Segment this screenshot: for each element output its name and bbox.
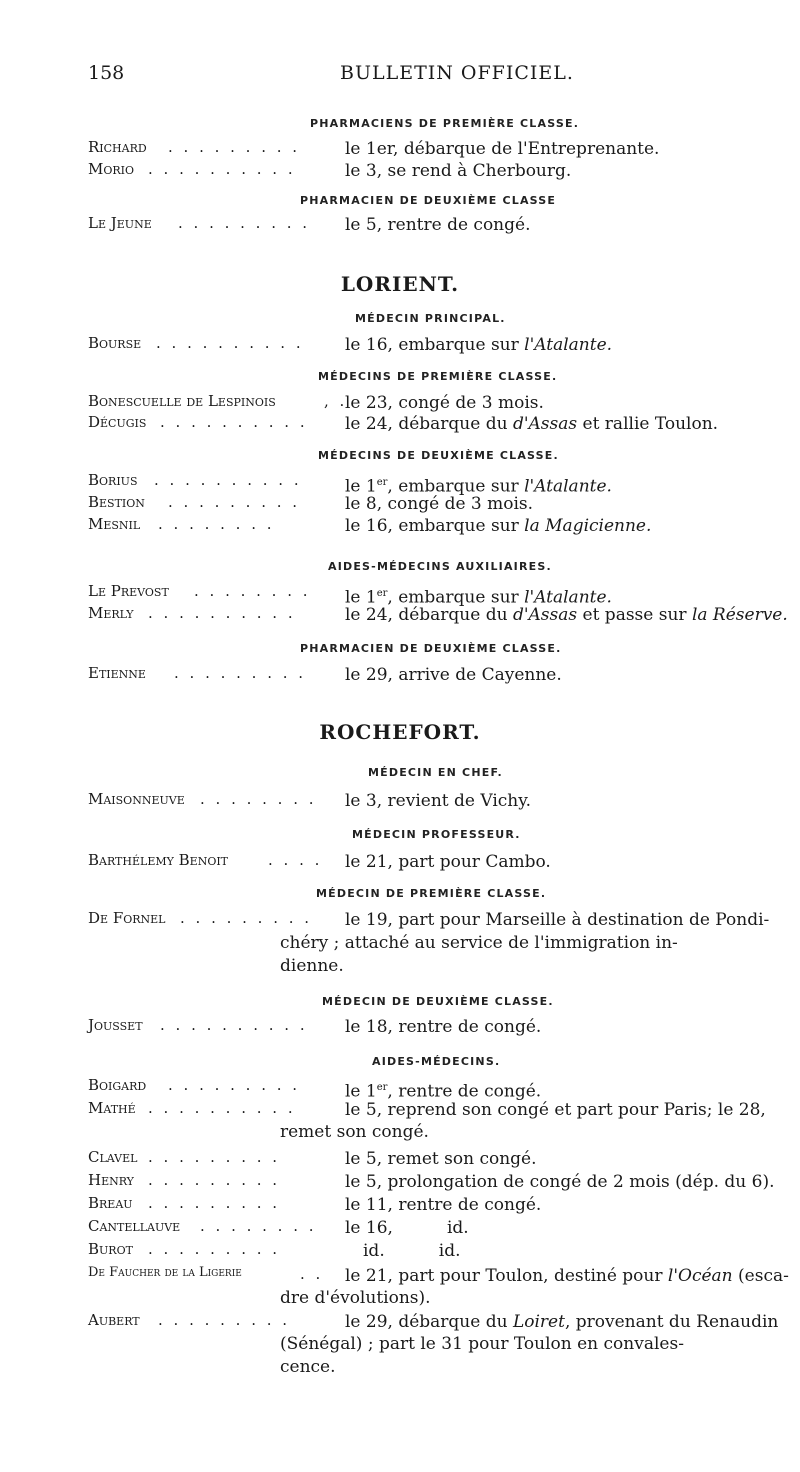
entry-text: le 8, congé de 3 mois. [345, 494, 534, 514]
person-name: Morio [88, 160, 135, 178]
entry-row [88, 1016, 793, 1042]
leader-dots: . . . . . . . . . . [160, 413, 308, 431]
leader-dots: . . . . . . . . . [148, 1148, 281, 1166]
leader-dots: . . . . . . . . . [168, 1076, 301, 1094]
entry-text: le 5, remet son congé. [345, 1149, 537, 1169]
person-name: Le Jeune [88, 214, 152, 232]
leader-dots: . . . . . . . . . [148, 1171, 281, 1189]
person-name: Richard [88, 138, 147, 156]
leader-dots: . . . . . . . . . [178, 214, 311, 232]
rank-heading: MÉDECIN DE PREMIÈRE CLASSE. [316, 887, 547, 900]
leader-dots: . . . . . . . . . . [148, 604, 296, 622]
rank-heading: MÉDECIN PRINCIPAL. [355, 312, 506, 325]
entry-text: le 3, revient de Vichy. [345, 791, 531, 811]
entry-text: le 16, embarque sur l'Atalante. [345, 335, 613, 355]
rank-heading: MÉDECINS DE DEUXIÈME CLASSE. [318, 449, 559, 462]
entry-text: le 11, rentre de congé. [345, 1195, 542, 1215]
entry-row [88, 851, 793, 877]
leader-dots: . . . . . . . . [200, 790, 317, 808]
rank-heading: PHARMACIEN DE DEUXIÈME CLASSE [300, 194, 557, 207]
entry-continuation: cence. [280, 1357, 336, 1377]
leader-dots: . . . . . . . . . . [148, 160, 296, 178]
entry-continuation: remet son congé. [280, 1122, 429, 1142]
entry-text: le 1er, rentre de congé. [345, 1081, 542, 1102]
leader-dots: . . [300, 1265, 324, 1283]
entry-row [88, 1240, 793, 1266]
entry-text: le 5, rentre de congé. [345, 215, 531, 235]
entry-text: le 21, part pour Cambo. [345, 852, 551, 872]
person-name: Décugis [88, 413, 147, 431]
person-name: Borius [88, 471, 138, 489]
rank-heading: MÉDECIN PROFESSEUR. [352, 828, 521, 841]
journal-title: BULLETIN OFFICIEL. [340, 62, 574, 84]
entry-text: le 21, part pour Toulon, destiné pour l'Océan (esca- [345, 1266, 789, 1286]
entry-text: le 16, id. [345, 1218, 469, 1238]
leader-dots: . . . . . . . . . . [148, 1099, 296, 1117]
leader-dots: . . . . . . . . [194, 582, 311, 600]
leader-dots: . . . . . . . . . [180, 909, 313, 927]
leader-dots: . . . . . . . . . [158, 1311, 291, 1329]
entry-text: le 5, reprend son congé et part pour Paris; le 28, [345, 1100, 766, 1120]
entry-continuation: (Sénégal) ; part le 31 pour Toulon en convales- [280, 1334, 684, 1354]
leader-dots: . . . . . . . . . . [156, 334, 304, 352]
entry-text: le 3, se rend à Cherbourg. [345, 161, 572, 181]
rank-heading: PHARMACIEN DE DEUXIÈME CLASSE. [300, 642, 562, 655]
person-name: Mathé [88, 1099, 136, 1117]
entry-text: le 23, congé de 3 mois. [345, 393, 544, 413]
entry-text: le 29, débarque du Loiret, provenant du Renaudin [345, 1312, 779, 1332]
rank-heading: MÉDECIN EN CHEF. [368, 766, 503, 779]
entry-continuation: chéry ; attaché au service de l'immigration in- [280, 933, 678, 953]
entry-text: le 1er, débarque de l'Entreprenante. [345, 139, 660, 159]
person-name: De Faucher de la Ligerie [88, 1265, 242, 1280]
entry-row [88, 515, 793, 541]
entry-text: le 18, rentre de congé. [345, 1017, 542, 1037]
leader-dots: . . . . . . . . . [148, 1194, 281, 1212]
person-name: Le Prevost [88, 582, 169, 600]
person-name: Jousset [88, 1016, 143, 1034]
entry-row [88, 790, 793, 816]
person-name: Etienne [88, 664, 146, 682]
rank-heading: MÉDECIN DE DEUXIÈME CLASSE. [322, 995, 554, 1008]
rank-heading: MÉDECINS DE PREMIÈRE CLASSE. [318, 370, 558, 383]
leader-dots: . . . . [268, 851, 323, 869]
entry-row [88, 1265, 793, 1291]
entry-continuation: dre d'évolutions). [280, 1288, 431, 1308]
section-title-lorient: LORIENT. [340, 272, 460, 296]
entry-text: le 1er, embarque sur l'Atalante. [345, 476, 612, 497]
person-name: Maisonneuve [88, 790, 185, 808]
entry-row [88, 604, 793, 630]
entry-text: le 24, débarque du d'Assas et passe sur la Réserve. [345, 605, 788, 625]
person-name: Henry [88, 1171, 134, 1189]
leader-dots: . . . . . . . . . [174, 664, 307, 682]
person-name: Bourse [88, 334, 142, 352]
entry-text: le 29, arrive de Cayenne. [345, 665, 562, 685]
page-header [88, 62, 728, 92]
leader-dots: . . . . . . . . [200, 1217, 317, 1235]
person-name: Mesnil [88, 515, 141, 533]
leader-dots: . . . . . . . . . . [154, 471, 302, 489]
person-name: De Fornel [88, 909, 166, 927]
entry-continuation: dienne. [280, 956, 344, 976]
person-name: Boigard [88, 1076, 147, 1094]
entry-text: id. id. [363, 1241, 461, 1261]
leader-dots: . . . . . . . . . [148, 1240, 281, 1258]
entry-row [88, 160, 793, 186]
entry-text: le 24, débarque du d'Assas et rallie Toulon. [345, 414, 719, 434]
rank-heading: AIDES-MÉDECINS. [372, 1055, 501, 1068]
person-name: Barthélemy Benoit [88, 851, 229, 869]
leader-dots: , . [324, 392, 348, 410]
person-name: Burot [88, 1240, 133, 1258]
person-name: Bonescuelle de Lespinois [88, 392, 276, 410]
entry-text: le 1er, embarque sur l'Atalante. [345, 587, 612, 608]
entry-text: le 5, prolongation de congé de 2 mois (dép. du 6). [345, 1172, 775, 1192]
section-title-rochefort: ROCHEFORT. [319, 720, 481, 744]
rank-heading: PHARMACIENS DE PREMIÈRE CLASSE. [310, 117, 580, 130]
entry-text: le 19, part pour Marseille à destination de Pondi- [345, 910, 770, 930]
leader-dots: . . . . . . . . . . [160, 1016, 308, 1034]
page-number: 158 [88, 62, 125, 84]
leader-dots: . . . . . . . . . [168, 493, 301, 511]
person-name: Cantellauve [88, 1217, 181, 1235]
entry-row [88, 909, 793, 935]
leader-dots: . . . . . . . . . [168, 138, 301, 156]
entry-row [88, 664, 793, 690]
leader-dots: . . . . . . . . [158, 515, 275, 533]
person-name: Merly [88, 604, 134, 622]
rank-heading: AIDES-MÉDECINS AUXILIAIRES. [328, 560, 552, 573]
person-name: Aubert [88, 1311, 140, 1329]
entry-text: le 16, embarque sur la Magicienne. [345, 516, 652, 536]
entry-row [88, 214, 793, 240]
person-name: Breau [88, 1194, 133, 1212]
person-name: Bestion [88, 493, 145, 511]
entry-row [88, 413, 793, 439]
entry-row [88, 334, 793, 360]
entry-row [88, 1099, 793, 1125]
person-name: Clavel [88, 1148, 138, 1166]
